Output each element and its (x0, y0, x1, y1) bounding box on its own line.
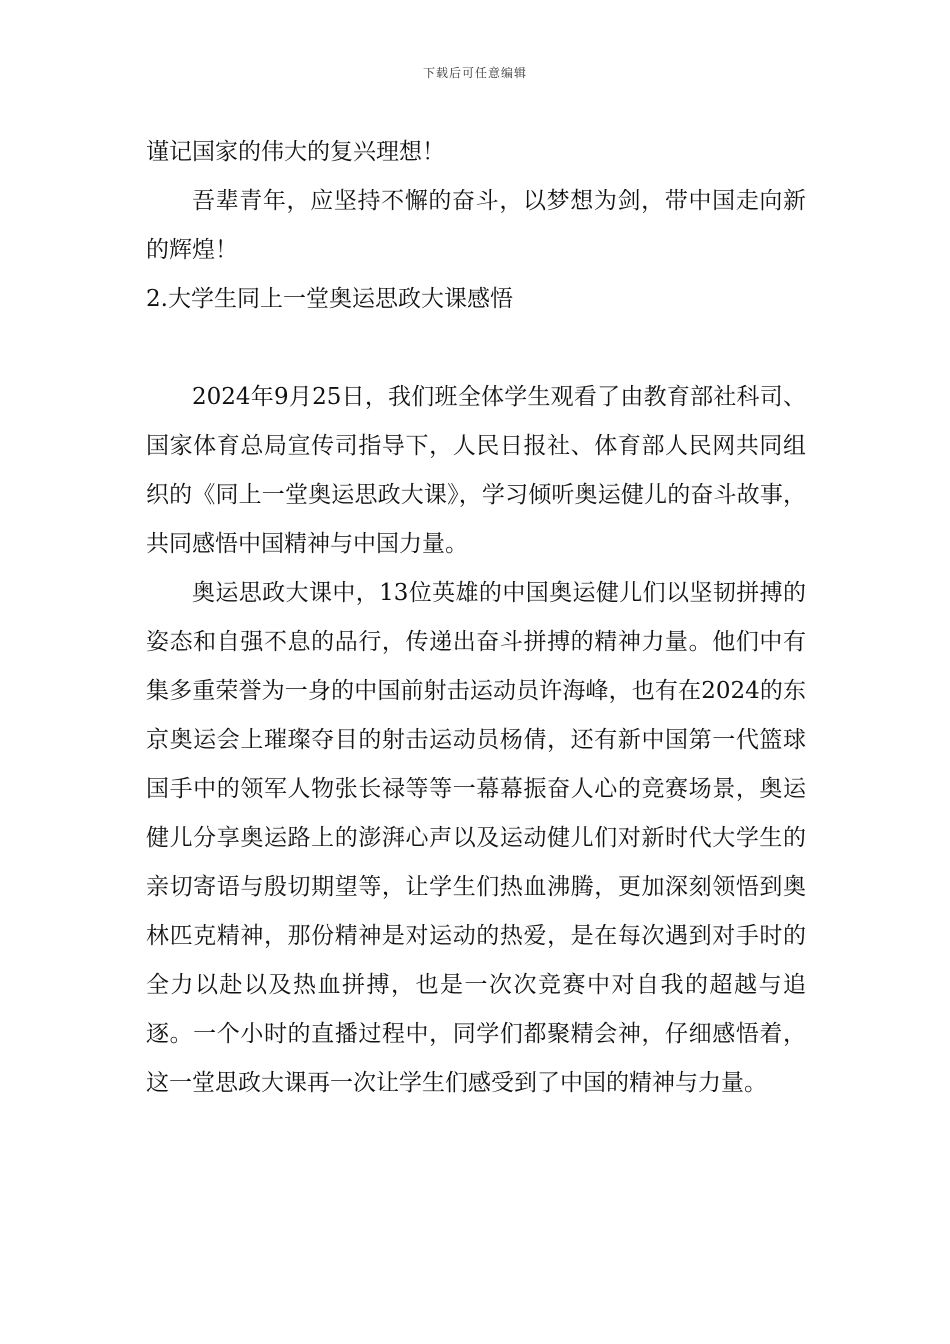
paragraph-event: 2024年9月25日，我们班全体学生观看了由教育部社科司、国家体育总局宣传司指导下，人民日报社、体育部人民网共同组织的《同上一堂奥运思政大课》，学习倾听奥运健儿的奋斗故事，共同感悟中国精神与中国力量。 (146, 384, 806, 557)
paragraph-youth: 吾辈青年，应坚持不懈的奋斗，以梦想为剑，带中国走向新的辉煌！ (146, 188, 806, 263)
document-body (146, 128, 806, 1108)
paragraph-reflection: 奥运思政大课中，13位英雄的中国奥运健儿们以坚韧拼搏的姿态和自强不息的品行，传递出奋斗拼搏的精神力量。他们中有集多重荣誉为一身的中国前射击运动员许海峰，也有在2024的东京奥运会上璀璨夺目的射击运动员杨倩，还有新中国第一代篮球国手中的领军人物张长禄等等一幕幕振奋人心的竞赛场景，奥运健儿分享奥运路上的澎湃心声以及运动健儿们对新时代大学生的亲切寄语与殷切期望等，让学生们热血沸腾，更加深刻领悟到奥林匹克精神，那份精神是对运动的热爱，是在每次遇到对手时的全力以赴以及热血拼搏，也是一次次竞赛中对自我的超越与追逐。一个小时的直播过程中，同学们都聚精会神，仔细感悟着，这一堂思政大课再一次让学生们感受到了中国的精神与力量。 (146, 580, 806, 1096)
paragraph-intro-end: 谨记国家的伟大的复兴理想！ (146, 139, 445, 165)
section-heading: 2.大学生同上一堂奥运思政大课感悟 (146, 286, 513, 312)
page-header: 下载后可任意编辑 (422, 66, 527, 80)
blank-line (146, 324, 806, 373)
